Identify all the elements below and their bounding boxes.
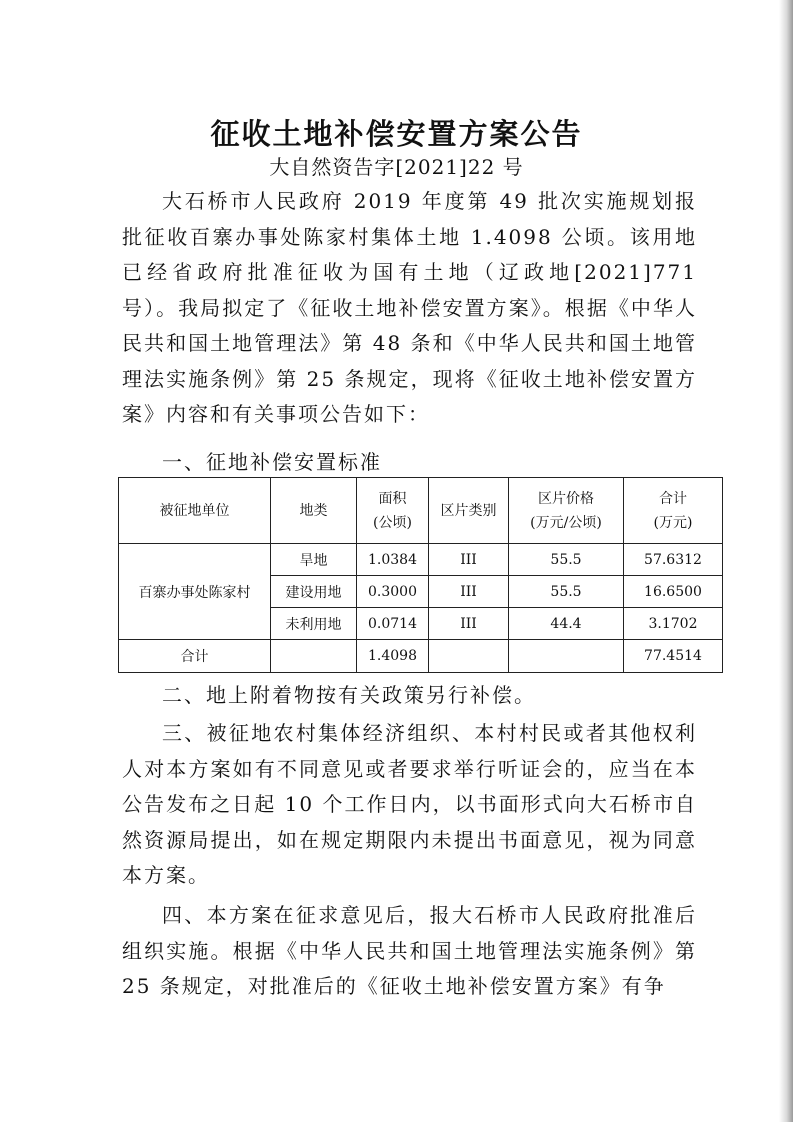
- total-cell: 3.1702: [624, 608, 723, 640]
- price-cell: 55.5: [509, 576, 624, 608]
- header-total: [624, 478, 723, 544]
- table-total-row: [119, 640, 723, 673]
- total-amount-cell: 77.4514: [624, 640, 723, 673]
- intro-paragraph: 大石桥市人民政府 2019 年度第 49 批次实施规划报批征收百寨办事处陈家村集体土地 1.4098 公顷。该用地已经省政府批准征收为国有土地（辽政地[2021]771 号）。我局拟定了《征收土地补偿安置方案》。根据《中华人民共和国土地管理法》第 48 条和《中华人民共和国土地管理法实施条例》第 25 条规定，现将《征收土地补偿安置方案》内容和有关事项公告如下：: [122, 189, 697, 426]
- section-1-heading: 一、征地补偿安置标准: [162, 450, 382, 474]
- total-label-cell: 合计: [119, 640, 271, 673]
- zone-cell: III: [429, 576, 509, 608]
- document-number: 大自然资告字[2021]22 号: [269, 155, 524, 179]
- header-price: [509, 478, 624, 544]
- header-zone: 区片类别: [429, 478, 509, 544]
- header-area-unit: (公顷): [373, 514, 412, 531]
- zone-cell: III: [429, 608, 509, 640]
- header-price-unit: (万元/公顷): [530, 514, 602, 531]
- section-2-paragraph: 二、地上附着物按有关政策另行补偿。: [162, 683, 536, 707]
- area-cell: 0.0714: [357, 608, 429, 640]
- land-type-cell: 建设用地: [271, 576, 357, 608]
- zone-cell: III: [429, 544, 509, 576]
- area-cell: 0.3000: [357, 576, 429, 608]
- unit-name-cell: 百寨办事处陈家村: [119, 544, 271, 640]
- header-price-label: 区片价格: [538, 490, 594, 507]
- empty-cell: [429, 640, 509, 673]
- price-cell: 55.5: [509, 544, 624, 576]
- document-title: 征收土地补偿安置方案公告: [210, 117, 583, 151]
- header-land-type: 地类: [271, 478, 357, 544]
- empty-cell: [271, 640, 357, 673]
- area-cell: 1.0384: [357, 544, 429, 576]
- table-header-row: [119, 478, 723, 544]
- price-cell: 44.4: [509, 608, 624, 640]
- header-area-label: 面积: [378, 490, 407, 507]
- total-cell: 57.6312: [624, 544, 723, 576]
- land-type-cell: 未利用地: [271, 608, 357, 640]
- total-cell: 16.6500: [624, 576, 723, 608]
- section-4-paragraph: 四、本方案在征求意见后，报大石桥市人民政府批准后组织实施。根据《中华人民共和国土地管理法实施条例》第 25 条规定，对批准后的《征收土地补偿安置方案》有争: [122, 903, 697, 998]
- header-unit: 被征地单位: [119, 478, 271, 544]
- header-total-label: 合计: [659, 490, 687, 507]
- total-area-cell: 1.4098: [357, 640, 429, 673]
- table-row: [119, 544, 723, 576]
- compensation-table: [118, 477, 723, 673]
- section-3-paragraph: 三、被征地农村集体经济组织、本村村民或者其他权利人对本方案如有不同意见或者要求举行听证会的，应当在本公告发布之日起 10 个工作日内，以书面形式向大石桥市自然资源局提出，如在规定期限内未提出书面意见，视为同意本方案。: [122, 721, 697, 887]
- land-type-cell: 旱地: [271, 544, 357, 576]
- empty-cell: [509, 640, 624, 673]
- header-area: [357, 478, 429, 544]
- header-total-unit: (万元): [653, 514, 693, 531]
